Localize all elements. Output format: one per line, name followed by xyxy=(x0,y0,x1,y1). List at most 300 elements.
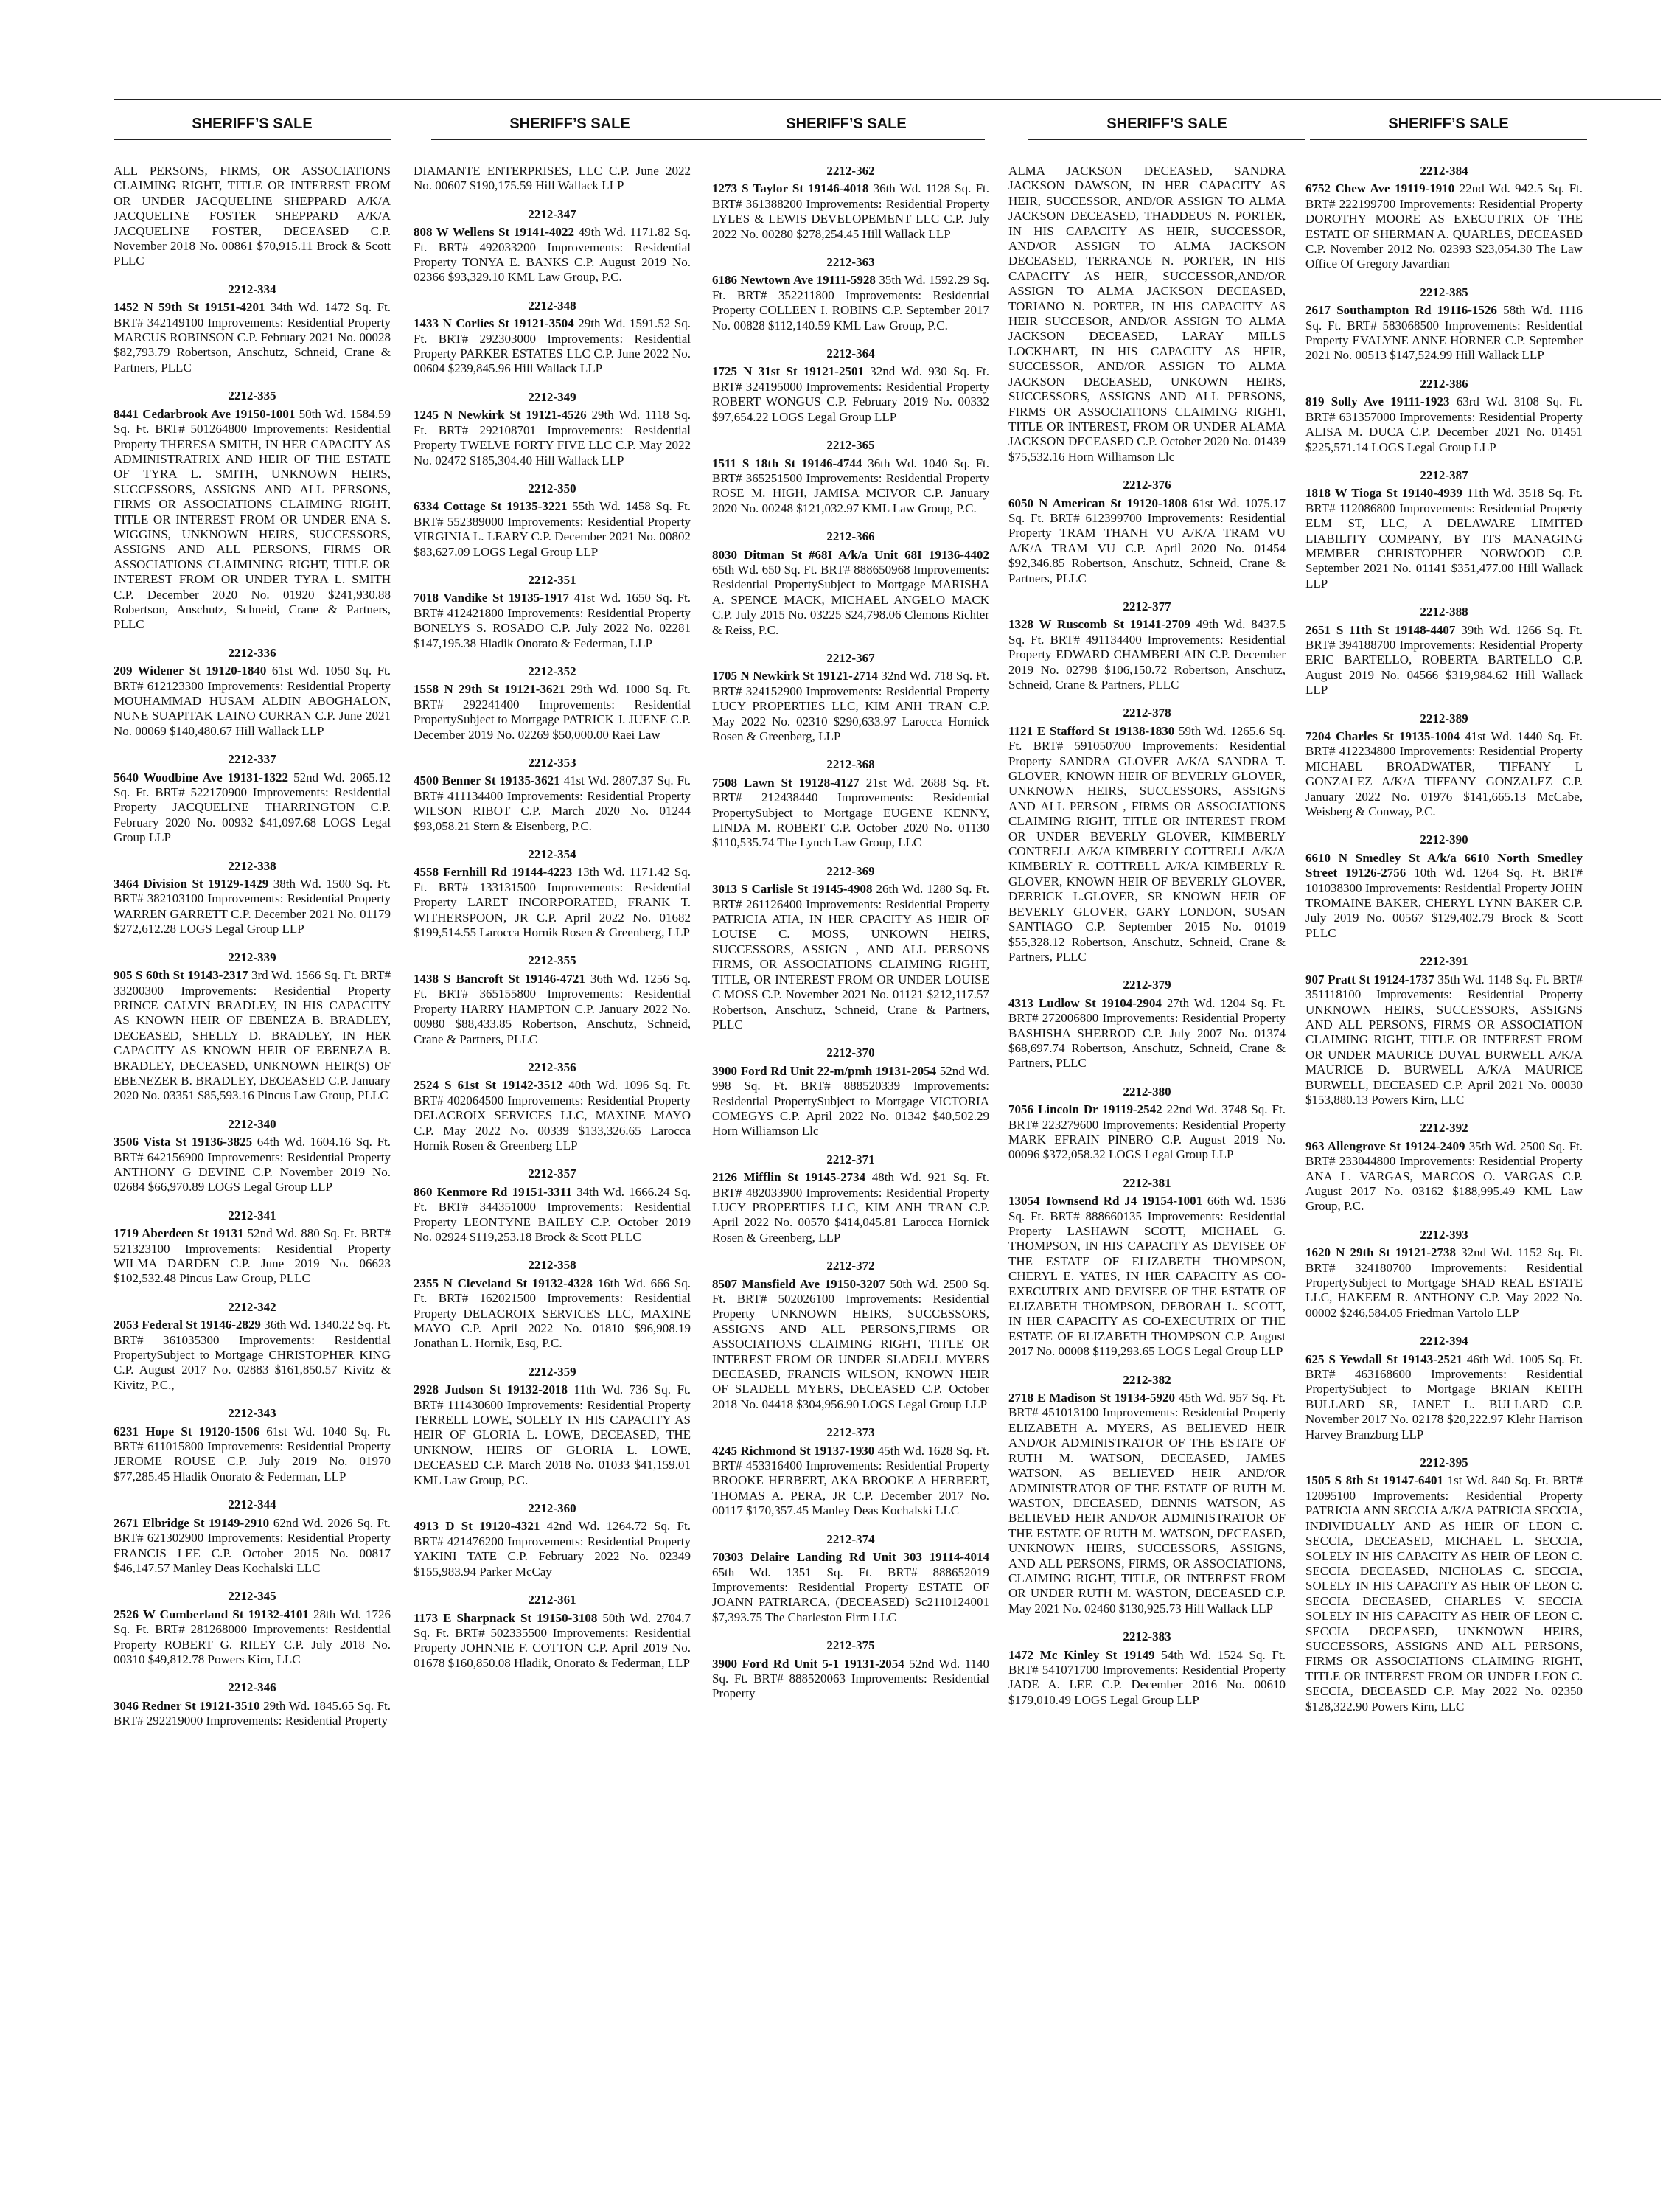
sale-listing xyxy=(712,1259,989,1412)
sale-number: 2212-383 xyxy=(1123,1630,1171,1644)
sale-listing xyxy=(712,1638,989,1702)
property-address: 860 Kenmore Rd 19151-3311 xyxy=(414,1184,572,1199)
property-address: 3900 Ford Rd Unit 22-m/pmh 19131-2054 xyxy=(712,1063,937,1078)
sale-listing xyxy=(1008,706,1286,964)
listing-text xyxy=(1305,486,1583,591)
listing-details: 41st Wd. 1440 Sq. Ft. BRT# 412234800 Improvements: Residential Property MICHAEL BROADWATER, TIFFANY L GONZALEZ A/K/A TIFFANY GONZALEZ C.P. January 2022 No. 01976 $141,665.13 McCabe, Weisberg & Conway, P.C. xyxy=(1305,729,1583,819)
listing-text xyxy=(414,408,691,468)
listing-text xyxy=(1305,303,1583,364)
sale-number: 2212-342 xyxy=(228,1299,276,1314)
sale-number: 2212-366 xyxy=(826,529,875,544)
sale-number: 2212-391 xyxy=(1420,954,1468,969)
property-address: 2355 N Cleveland St 19132-4328 xyxy=(414,1276,593,1290)
sale-listing xyxy=(114,389,391,633)
sale-listing xyxy=(712,255,989,333)
sale-number: 2212-351 xyxy=(528,572,576,587)
sale-listing xyxy=(114,950,391,1104)
listing-text xyxy=(114,1516,391,1576)
property-address: 7018 Vandike St 19135-1917 xyxy=(414,591,569,605)
listing-details: 27th Wd. 1204 Sq. Ft. BRT# 272006800 Improvements: Residential Property BASHISHA SHERROD C.P. July 2007 No. 01374 $68,697.74 Robertson, Anschutz, Schneid, Crane & Partners, PLLC xyxy=(1008,995,1286,1071)
sale-number: 2212-385 xyxy=(1420,285,1468,299)
listing-text xyxy=(712,1444,989,1519)
sale-listing xyxy=(712,1046,989,1138)
sale-number: 2212-363 xyxy=(826,255,875,270)
listing-text xyxy=(1305,1245,1583,1321)
sale-number: 2212-392 xyxy=(1420,1121,1468,1135)
sale-number: 2212-358 xyxy=(528,1258,576,1273)
column-header-bar xyxy=(114,109,1661,140)
property-address: 3900 Ford Rd Unit 5-1 19131-2054 xyxy=(712,1656,904,1671)
listing-text xyxy=(114,1607,391,1668)
listing-text xyxy=(414,1276,691,1352)
sale-listing xyxy=(1008,478,1286,586)
listing-text xyxy=(712,1064,989,1139)
sale-number: 2212-377 xyxy=(1123,599,1171,613)
sale-number: 2212-374 xyxy=(826,1531,875,1546)
property-address: 2524 S 61st St 19142-3512 xyxy=(414,1078,563,1093)
listing-text xyxy=(1008,496,1286,586)
listing-details: 50th Wd. 2704.7 Sq. Ft. BRT# 502335500 Improvements: Residential Property JOHNNIE F. COTTON C.P. April 2019 No. 01678 $160,850.08 Hladik, Onorato & Federman, LLP xyxy=(414,1610,691,1670)
listing-text xyxy=(414,1382,691,1488)
sale-listing xyxy=(414,1365,691,1488)
listing-text xyxy=(414,316,691,377)
sale-listing xyxy=(1305,712,1583,820)
listing-details: 36th Wd. 1128 Sq. Ft. BRT# 361388200 Improvements: Residential Property LYLES & LEWIS DEVELOPEMENT LLC C.P. July 2022 No. 00280 $278,254.45 Hill Wallack LLP xyxy=(712,181,989,241)
property-address: 8030 Ditman St #68I A/k/a Unit 68I 19136-4402 xyxy=(712,547,989,562)
sale-number: 2212-393 xyxy=(1420,1227,1468,1242)
listing-text xyxy=(1305,851,1583,941)
sale-listing xyxy=(712,529,989,638)
listing-text xyxy=(712,1550,989,1625)
listing-details: 36th Wd. 1256 Sq. Ft. BRT# 365155800 Improvements: Residential Property HARRY HAMPTON C.P. January 2022 No. 00980 $88,433.85 Robertson, Anschutz, Schneid, Crane & Partners, PLLC xyxy=(414,971,691,1046)
property-address: 808 W Wellens St 19141-4022 xyxy=(414,225,574,240)
listing-text xyxy=(114,877,391,937)
sale-number: 2212-343 xyxy=(228,1406,276,1421)
sale-listing xyxy=(712,164,989,242)
listing-text xyxy=(712,1170,989,1245)
listing-text xyxy=(414,773,691,834)
listing-text xyxy=(414,1611,691,1672)
sale-listing xyxy=(1305,605,1583,698)
sale-listing xyxy=(712,1532,989,1625)
listing-text xyxy=(414,682,691,742)
listing-text xyxy=(712,456,989,517)
listing-details: ALL PERSONS, FIRMS, OR ASSOCIATIONS CLAIMING RIGHT, TITLE OR INTEREST FROM OR UNDER JACQUELINE SHEPPARD A/K/A JACQUELINE FOSTER SHEPPARD A/K/A JACQUELINE FOSTER, DECEASED C.P. November 2018 No. 00861 $70,915.11 Brock & Scott PLLC xyxy=(114,164,391,268)
listing-details: 65th Wd. 1351 Sq. Ft. BRT# 888652019 Improvements: Residential Property ESTATE OF JOANN PATRIARCA, (DECEASED) Sc2110124001 $7,393.75 The Charleston Firm LLC xyxy=(712,1565,989,1624)
property-address: 4500 Benner St 19135-3621 xyxy=(414,773,560,788)
property-address: 1173 E Sharpnack St 19150-3108 xyxy=(414,1610,598,1625)
listing-details: 28th Wd. 1726 Sq. Ft. BRT# 281268000 Improvements: Residential Property ROBERT G. RILEY C.P. July 2018 No. 00310 $49,812.78 Powers Kirn, LLC xyxy=(114,1607,391,1666)
property-address: 209 Widener St 19120-1840 xyxy=(114,664,267,678)
listing-text xyxy=(414,865,691,940)
listing-text xyxy=(1008,996,1286,1071)
property-address: 1245 N Newkirk St 19121-4526 xyxy=(414,408,587,422)
sale-number: 2212-352 xyxy=(528,664,576,678)
listing-text xyxy=(1008,1391,1286,1616)
property-address: 1433 N Corlies St 19121-3504 xyxy=(414,316,574,331)
sale-number: 2212-386 xyxy=(1420,376,1468,391)
listing-details: 49th Wd. 8437.5 Sq. Ft. BRT# 491134400 Improvements: Residential Property EDWARD CHAMBERLAIN C.P. December 2019 No. 02798 $106,150.72 Robertson, Anschutz, Schneid, Crane & Partners, PLLC xyxy=(1008,617,1286,692)
sale-listing xyxy=(414,1501,691,1579)
sale-listing xyxy=(1008,978,1286,1071)
sale-listing xyxy=(114,1406,391,1484)
listing-details: 35th Wd. 2500 Sq. Ft. BRT# 233044800 Improvements: Residential Property ANA L. VARGAS, MARCOS O. VARGAS C.P. August 2017 No. 03162 $188,995.49 KML Law Group, P.C. xyxy=(1305,1138,1583,1214)
sale-number: 2212-336 xyxy=(228,645,276,660)
sale-listing xyxy=(114,1300,391,1393)
sale-number: 2212-353 xyxy=(528,756,576,770)
column-header: SHERIFF’S SALE xyxy=(708,109,985,140)
property-address: 6186 Newtown Ave 19111-5928 xyxy=(712,273,876,288)
listing-details: 26th Wd. 1280 Sq. Ft. BRT# 261126400 Improvements: Residential Property PATRICIA ATIA, IN HER CPACITY AS HEIR OF LOUISE C. MOSS, UNKOWN HEIRS, SUCCESSORS, ASSIGN , AND ALL PERSONS FIRMS, OR ASSOCIATIONS CLAIMING RIGHT, TITLE, OR INTEREST FROM OR UNDER LOUISE C MOSS C.P. November 2021 No. 01121 $212,117.57 Robertson, Anschutz, Schneid, Crane & Partners, PLLC xyxy=(712,882,989,1032)
listing-details: 11th Wd. 736 Sq. Ft. BRT# 111430600 Improvements: Residential Property TERRELL LOWE, SOLELY IN HIS CAPACITY AS HEIR OF GLORIA L. LOWE, DECEASED, THE UNKNOW, HEIRS OF GLORIA L. LOWE, DECEASED C.P. March 2018 No. 01033 $41,159.01 KML Law Group, P.C. xyxy=(414,1382,691,1487)
listing-text xyxy=(114,1425,391,1485)
listing-details: 39th Wd. 1266 Sq. Ft. BRT# 394188700 Improvements: Residential Property ERIC BARTELLO, ROBERTA BARTELLO C.P. August 2019 No. 04566 $319,984.62 Hill Wallack LLP xyxy=(1305,622,1583,698)
sale-number: 2212-367 xyxy=(826,650,875,665)
sale-listing xyxy=(1305,832,1583,941)
listing-details: 61st Wd. 1075.17 Sq. Ft. BRT# 612399700 Improvements: Residential Property TRAM THANH VU A/K/A TRAM VU A/K/A TRAM VU C.P. April 2020 No. 01454 $92,346.85 Robertson, Anschutz, Schneid, Crane & Partners, PLLC xyxy=(1008,495,1286,585)
sale-listing xyxy=(712,438,989,516)
property-address: 6610 N Smedley St A/k/a 6610 North Smedley Street 19126-2756 xyxy=(1305,850,1583,880)
property-address: 2651 S 11th St 19148-4407 xyxy=(1305,622,1456,637)
listing-text xyxy=(1008,1194,1286,1359)
sale-listing xyxy=(414,390,691,468)
sale-listing xyxy=(1008,1373,1286,1617)
property-address: 3464 Division St 19129-1429 xyxy=(114,877,269,891)
sale-number: 2212-371 xyxy=(826,1152,875,1166)
sale-number: 2212-369 xyxy=(826,863,875,878)
listing-text xyxy=(712,1657,989,1702)
sale-number: 2212-362 xyxy=(826,164,875,178)
property-address: 7204 Charles St 19135-1004 xyxy=(1305,729,1460,743)
sale-number: 2212-388 xyxy=(1420,605,1468,619)
sale-number: 2212-384 xyxy=(1420,164,1468,178)
sale-number: 2212-356 xyxy=(528,1060,576,1074)
column-header: SHERIFF’S SALE xyxy=(1028,109,1305,140)
sale-listing xyxy=(712,757,989,850)
sale-listing xyxy=(114,1589,391,1667)
property-address: 1328 W Ruscomb St 19141-2709 xyxy=(1008,617,1191,632)
property-address: 2126 Mifflin St 19145-2734 xyxy=(712,1170,866,1185)
sale-number: 2212-347 xyxy=(528,206,576,221)
property-address: 8441 Cedarbrook Ave 19150-1001 xyxy=(114,406,296,421)
listing-column xyxy=(1305,164,1583,2191)
property-address: 963 Allengrove St 19124-2409 xyxy=(1305,1138,1465,1153)
sale-listing xyxy=(712,1425,989,1518)
property-address: 1719 Aberdeen St 19131 xyxy=(114,1226,244,1241)
listing-details: 29th Wd. 1591.52 Sq. Ft. BRT# 292303000 Improvements: Residential Property PARKER ESTATES LLC C.P. June 2022 No. 00604 $239,845.96 Hill Wallack LLP xyxy=(414,316,691,376)
sale-number: 2212-350 xyxy=(528,481,576,495)
property-address: 1620 N 29th St 19121-2738 xyxy=(1305,1245,1457,1260)
sale-number: 2212-395 xyxy=(1420,1455,1468,1470)
property-address: 907 Pratt St 19124-1737 xyxy=(1305,972,1434,987)
listing-details: 41st Wd. 1650 Sq. Ft. BRT# 412421800 Improvements: Residential Property BONELYS S. ROSADO C.P. July 2022 No. 02281 $147,195.38 Hladik Onorato & Federman, LLP xyxy=(414,591,691,650)
sale-listing xyxy=(414,481,691,560)
property-address: 1511 S 18th St 19146-4744 xyxy=(712,456,862,470)
property-address: 1505 S 8th St 19147-6401 xyxy=(1305,1473,1443,1488)
sale-number: 2212-349 xyxy=(528,389,576,404)
listing-details: DIAMANTE ENTERPRISES, LLC C.P. June 2022 No. 00607 $190,175.59 Hill Wallack LLP xyxy=(414,164,691,193)
sale-listing xyxy=(1305,1121,1583,1214)
listing-text xyxy=(1305,394,1583,455)
listing-details: 58th Wd. 1116 Sq. Ft. BRT# 583068500 Improvements: Residential Property EVALYNE ANNE HORNER C.P. September 2021 No. 00513 $147,524.99 Hill Wallack LLP xyxy=(1305,303,1583,363)
sale-listing xyxy=(414,1258,691,1351)
listing-details: 34th Wd. 1666.24 Sq. Ft. BRT# 344351000 Improvements: Residential Property LEONTYNE BAILEY C.P. October 2019 No. 02924 $119,253.18 Brock & Scott PLLC xyxy=(414,1184,691,1244)
listing-details: 65th Wd. 650 Sq. Ft. BRT# 888650968 Improvements: Residential PropertySubject to Mortgage MARISHA A. SPENCE MACK, MICHAEL ANGELO MACK C.P. July 2015 No. 03225 $24,798.06 Clemons Richter & Reiss, P.C. xyxy=(712,562,989,637)
property-address: 1452 N 59th St 19151-4201 xyxy=(114,300,265,315)
property-address: 1121 E Stafford St 19138-1830 xyxy=(1008,723,1175,738)
property-address: 4913 D St 19120-4321 xyxy=(414,1519,540,1534)
sale-number: 2212-376 xyxy=(1123,478,1171,493)
listing-details: 38th Wd. 1500 Sq. Ft. BRT# 382103100 Improvements: Residential Property WARREN GARRETT C.P. December 2021 No. 01179 $272,612.28 LOGS Legal Group LLP xyxy=(114,877,391,936)
sale-listing xyxy=(414,573,691,651)
sale-number: 2212-339 xyxy=(228,950,276,964)
sale-listing xyxy=(1305,285,1583,364)
sale-number: 2212-373 xyxy=(826,1425,875,1440)
listing-details: 3rd Wd. 1566 Sq. Ft. BRT# 33200300 Improvements: Residential Property PRINCE CALVIN BRADLEY, IN HIS CAPACITY AS KNOWN HEIR OF EBENEZA B. BRADLEY, DECEASED, SHELLY D. BRADLEY, IN HER CAPACITY AS KNOWN HEIR OF EBENEZA B. BRADLEY, DECEASED, UNKNOWN HEIR(S) OF EBENEZER B. BRADLEY, DECEASED C.P. January 2020 No. 03351 $85,593.16 Pincus Law Group, PLLC xyxy=(114,968,391,1103)
sale-listing xyxy=(414,1060,691,1153)
listing-details: 61st Wd. 1040 Sq. Ft. BRT# 611015800 Improvements: Residential Property JEROME ROUSE C.P. July 2019 No. 01970 $77,285.45 Hladik Onorato & Federman, LLP xyxy=(114,1424,391,1484)
property-address: 3046 Redner St 19121-3510 xyxy=(114,1698,260,1713)
top-rule xyxy=(114,99,1661,100)
listing-details: 50th Wd. 2500 Sq. Ft. BRT# 502026100 Improvements: Residential Property UNKNOWN HEIRS, SUCCESSORS, ASSIGNS AND ALL PERSONS,FIRMS OR ASSOCIATIONS CLAIMING RIGHT, TITLE OR INTEREST FROM OR UNDER SLADELL MYERS DECEASED, FRANCIS WILSON, KNOWN HEIR OF SLADELL MYERS, DECEASED C.P. October 2018 No. 04418 $304,956.90 LOGS Legal Group LLP xyxy=(712,1276,989,1411)
sale-listing xyxy=(414,953,691,1046)
listing-text xyxy=(114,968,391,1104)
listing-text xyxy=(712,364,989,425)
listing-details: 61st Wd. 1050 Sq. Ft. BRT# 612123300 Improvements: Residential Property MOUHAMMAD HUSAM ALDIN ABOGHALON, NUNE SUAPITAK LAINO CURRAN C.P. June 2021 No. 00069 $140,480.67 Hill Wallack LLP xyxy=(114,664,391,738)
listing-details: 29th Wd. 1845.65 Sq. Ft. BRT# 292219000 Improvements: Residential Property xyxy=(114,1698,391,1728)
property-address: 905 S 60th St 19143-2317 xyxy=(114,968,248,983)
listing-details: 10th Wd. 1264 Sq. Ft. BRT# 101038300 Improvements: Residential Property JOHN TROMAINE BAKER, CHERYL LYNN BAKER C.P. July 2019 No. 00567 $129,402.79 Brock & Scott PLLC xyxy=(1305,866,1583,940)
listing-text xyxy=(114,300,391,375)
sale-listing xyxy=(1305,954,1583,1107)
sale-listing xyxy=(712,347,989,425)
listing-text xyxy=(114,164,391,269)
sale-number: 2212-355 xyxy=(528,953,576,968)
sale-number: 2212-381 xyxy=(1123,1175,1171,1190)
listing-text xyxy=(712,181,989,242)
listing-details: 54th Wd. 1524 Sq. Ft. BRT# 541071700 Improvements: Residential Property JADE A. LEE C.P. December 2016 No. 00610 $179,010.49 LOGS Legal Group LLP xyxy=(1008,1647,1286,1707)
property-address: 1472 Mc Kinley St 19149 xyxy=(1008,1647,1155,1662)
property-address: 1558 N 29th St 19121-3621 xyxy=(414,682,565,697)
property-address: 7056 Lincoln Dr 19119-2542 xyxy=(1008,1102,1162,1117)
sale-listing xyxy=(114,752,391,845)
listing-text xyxy=(712,669,989,744)
sale-listing xyxy=(114,859,391,937)
property-address: 6752 Chew Ave 19119-1910 xyxy=(1305,181,1455,196)
property-address: 2671 Elbridge St 19149-2910 xyxy=(114,1515,270,1530)
property-address: 819 Solly Ave 19111-1923 xyxy=(1305,394,1450,409)
sale-listing xyxy=(1008,164,1286,465)
sale-number: 2212-337 xyxy=(228,752,276,767)
listing-text xyxy=(114,771,391,846)
sale-listing xyxy=(114,164,391,269)
listing-text xyxy=(114,407,391,633)
sale-number: 2212-340 xyxy=(228,1116,276,1131)
sale-listing xyxy=(114,1208,391,1287)
sale-number: 2212-368 xyxy=(826,757,875,772)
listing-details: 16th Wd. 666 Sq. Ft. BRT# 162021500 Improvements: Residential Property DELACROIX SERVICES LLC, MAXINE MAYO C.P. April 2022 No. 01810 $96,908.19 Jonathan L. Hornik, Esq, P.C. xyxy=(414,1276,691,1351)
listing-details: 52nd Wd. 2065.12 Sq. Ft. BRT# 522170900 Improvements: Residential Property JACQUELINE THARRINGTON C.P. February 2020 No. 00932 $41,097.68 LOGS Legal Group LLP xyxy=(114,770,391,845)
sale-number: 2212-387 xyxy=(1420,467,1468,482)
property-address: 4558 Fernhill Rd 19144-4223 xyxy=(414,865,573,880)
listing-text xyxy=(114,1318,391,1393)
listing-text xyxy=(1305,729,1583,819)
property-address: 6050 N American St 19120-1808 xyxy=(1008,495,1188,510)
listing-text xyxy=(1008,1102,1286,1163)
listing-details: 63rd Wd. 3108 Sq. Ft. BRT# 631357000 Improvements: Residential Property ALISA M. DUCA C.P. December 2021 No. 01451 $225,571.14 LOGS Legal Group LLP xyxy=(1305,394,1583,454)
sale-number: 2212-390 xyxy=(1420,832,1468,847)
listing-details: 64th Wd. 1604.16 Sq. Ft. BRT# 642156900 Improvements: Residential Property ANTHONY G DEVINE C.P. November 2019 No. 02684 $66,970.89 LOGS Legal Group LLP xyxy=(114,1135,391,1194)
listing-details: 34th Wd. 1472 Sq. Ft. BRT# 342149100 Improvements: Residential Property MARCUS ROBINSON C.P. February 2021 No. 00028 $82,793.79 Robertson, Anschutz, Schneid, Crane & Partners, PLLC xyxy=(114,300,391,375)
sale-listing xyxy=(1305,164,1583,272)
sale-listing xyxy=(1008,1176,1286,1360)
listing-text xyxy=(114,1226,391,1287)
listing-details: 50th Wd. 1584.59 Sq. Ft. BRT# 501264800 Improvements: Residential Property THERESA SMITH, IN HER CAPACITY AS ADMINISTRATRIX AND HEIR OF THE ESTATE OF TYRA L. SMITH, UNKNOWN HEIRS, SUCCESSORS, ASSIGNS AND ALL PERSONS, FIRMS OR ASSOCIATIONS CLAIMING RIGHT, TITLE OR INTEREST FROM OR UNDER ENA S. WIGGINS, UNKNOWN HEIRS, SUCCESSORS, ASSIGNS AND ALL PERSONS, FIRMS OR ASSOCIATIONS CLAIMINING RIGHT, TITLE OR INTEREST FROM OR UNDER TYRA L. SMITH C.P. December 2020 No. 01920 $241,930.88 Robertson, Anschutz, Schneid, Crane & Partners, PLLC xyxy=(114,406,391,632)
listing-text xyxy=(712,1277,989,1413)
sale-listing xyxy=(414,664,691,742)
property-address: 8507 Mansfield Ave 19150-3207 xyxy=(712,1276,885,1291)
listing-details: 36th Wd. 1340.22 Sq. Ft. BRT# 361035300 Improvements: Residential PropertySubject to Mortgage CHRISTOPHER KING C.P. August 2017 No. 02883 $161,850.57 Kivitz & Kivitz, P.C., xyxy=(114,1318,391,1392)
listing-text xyxy=(712,776,989,851)
sale-listing xyxy=(114,646,391,739)
sale-number: 2212-380 xyxy=(1123,1084,1171,1099)
listing-details: 46th Wd. 1005 Sq. Ft. BRT# 463168600 Improvements: Residential PropertySubject to Mortgage BRIAN KEITH BULLARD SR, JANET L. BULLARD C.P. November 2017 No. 02178 $20,222.97 Klehr Harrison Harvey Branzburg LLP xyxy=(1305,1352,1583,1441)
sale-listing xyxy=(1305,1334,1583,1442)
listing-details: 29th Wd. 1118 Sq. Ft. BRT# 292108701 Improvements: Residential Property TWELVE FORTY FIVE LLC C.P. May 2022 No. 02472 $185,304.40 Hill Wallack LLP xyxy=(414,408,691,467)
sale-number: 2212-346 xyxy=(228,1680,276,1695)
sale-listing xyxy=(114,282,391,375)
listing-details: 48th Wd. 921 Sq. Ft. BRT# 482033900 Improvements: Residential Property LUCY PROPERTIES LLC, KIM ANH TRAN C.P. April 2022 No. 00570 $414,045.81 Larocca Hornick Rosen & Greenberg, LLP xyxy=(712,1170,989,1245)
sale-listing xyxy=(414,299,691,377)
listing-text xyxy=(1305,623,1583,698)
listing-details: 45th Wd. 957 Sq. Ft. BRT# 451013100 Improvements: Residential Property ELIZABETH A. MYERS, AS BELIEVED HEIR AND/OR ADMINISTRATOR OF THE ESTATE OF RUTH M. WATSON, DECEASED, JAMES WATSON, AS BELIEVED HEIR AND/OR ADMINISTRATOR OF THE ESTATE OF RUTH M. WASTON, DECEASED, DENNIS WATSON, AS BELIEVED HEIR AND/OR ADMINISTRATOR OF THE ESTATE OF RUTH M. WATSON, DECEASED, UNKNOWN HEIRS, SUCCESSORS, ASSIGNS, AND ALL PERSONS, FIRMS, OR ASSOCIATIONS, CLAIMING RIGHT, TITLE, OR INTEREST FROM OR UNDER RUTH M. WASTON, DECEASED C.P. May 2021 No. 02460 $130,925.73 Hill Wallack LLP xyxy=(1008,1391,1286,1615)
sale-number: 2212-341 xyxy=(228,1208,276,1222)
property-address: 13054 Townsend Rd J4 19154-1001 xyxy=(1008,1194,1203,1208)
sale-number: 2212-375 xyxy=(826,1638,875,1653)
listing-text xyxy=(1008,724,1286,965)
listing-details: 42nd Wd. 1264.72 Sq. Ft. BRT# 421476200 Improvements: Residential Property YAKINI TATE C.P. February 2022 No. 02349 $155,983.94 Parker McCay xyxy=(414,1519,691,1579)
sale-number: 2212-345 xyxy=(228,1589,276,1604)
sale-listing xyxy=(1008,599,1286,692)
property-address: 1438 S Bancroft St 19146-4721 xyxy=(414,971,585,986)
property-address: 2928 Judson St 19132-2018 xyxy=(414,1382,568,1397)
property-address: 2718 E Madison St 19134-5920 xyxy=(1008,1391,1176,1405)
sale-number: 2212-344 xyxy=(228,1498,276,1512)
listing-details: 66th Wd. 1536 Sq. Ft. BRT# 888660135 Improvements: Residential Property LASHAWN SCOTT, MICHAEL G. THOMPSON, IN HIS CAPACITY AS DEVISEE OF THE ESTATE OF ELIZABETH THOMPSON, CHERYL E. YATES, IN HER CAPACITY AS CO-EXECUTRIX AND DEVISEE OF THE ESTATE OF ELIZABETH THOMPSON, DEBORAH L. SCOTT, IN HER CAPACITY AS CO-EXECUTRIX OF THE ESTATE OF ELIZABETH THOMPSON C.P. August 2017 No. 00008 $119,293.65 LOGS Legal Group LLP xyxy=(1008,1194,1286,1359)
listing-text xyxy=(1008,1648,1286,1708)
listing-details: 21st Wd. 2688 Sq. Ft. BRT# 212438440 Improvements: Residential PropertySubject to Mortgage EUGENE KENNY, LINDA M. ROBERT C.P. October 2020 No. 01130 $110,535.74 The Lynch Law Group, LLC xyxy=(712,775,989,850)
listing-text xyxy=(712,273,989,333)
listing-details: ALMA JACKSON DECEASED, SANDRA JACKSON DAWSON, IN HER CAPACITY AS HEIR, SUCCESSOR, AND/OR ASSIGN TO ALMA JACKSON DECEASED, THADDEUS N. PORTER, IN HIS CAPACITY AS HEIR, SUCCESSOR, AND/OR ASSIGN TO ALMA JACKSON DECEASED, TERRANCE N. PORTER, IN HIS CAPACITY AS HEIR, SUCCESSOR,AND/OR ASSIGN TO ALMA JACKSON DECEASED, TORIANO N. PORTER, IN HIS CAPACITY AS HEIR SUCCESOR, AND/OR ASSIGN TO ALMA JACKSON DECEASED, LARAY MILLS LOCKHART, IN HIS CAPACITY AS HEIR, SUCCESSOR, AND/OR ASSIGN TO ALMA JACKSON DECEASED, UNKOWN HEIRS, SUCCESSORS, ASSIGNS AND ALL PERSONS, FIRMS OR ASSOCIATIONS CLAIMING RIGHT, TITLE OR INTEREST, FROM OR UNDER ALAMA JACKSON DECEASED C.P. October 2020 No. 01439 $75,532.16 Horn Williamson Llc xyxy=(1008,164,1286,464)
listing-details: 35th Wd. 1592.29 Sq. Ft. BRT# 352211800 Improvements: Residential Property COLLEEN I. ROBINS C.P. September 2017 No. 00828 $112,140.59 KML Law Group, P.C. xyxy=(712,273,989,333)
listing-text xyxy=(114,1135,391,1195)
listing-details: 59th Wd. 1265.6 Sq. Ft. BRT# 591050700 Improvements: Residential Property SANDRA GLOVER A/K/A SANDRA T. GLOVER, KNOWN HEIR OF BEVERLY GLOVER, UNKNOWN HEIRS, SUCCESSORS, ASSIGNS AND ALL PERSON , FIRMS OR ASSOCIATIONS CLAIMING RIGHT, TITLE OR INTEREST FROM OR UNDER BEVERLY GLOVER, KIMBERLY CONTRELL A/K/A KIMBERLY COTTRELL A/K/A KIMBERLY R. COTTRELL A/K/A KIMBERLY R. GLOVER, KNOWN HEIR OF BEVERLY GLOVER, DERRICK L.GLOVER, SR KNOWN HEIR OF BEVERLY GLOVER, GARY LONDON, SUSAN SANTIAGO C.P. September 2015 No. 01019 $55,328.12 Robertson, Anschutz, Schneid, Crane & Partners, PLLC xyxy=(1008,723,1286,964)
listing-text xyxy=(114,1699,391,1729)
sale-listing xyxy=(414,1593,691,1671)
property-address: 3013 S Carlisle St 19145-4908 xyxy=(712,882,873,897)
listing-details: 29th Wd. 1000 Sq. Ft. BRT# 292241400 Improvements: Residential PropertySubject to Mortgage PATRICK J. JUENE C.P. December 2019 No. 02269 $50,000.00 Raei Law xyxy=(414,682,691,742)
listing-column xyxy=(712,164,989,2191)
sale-number: 2212-382 xyxy=(1123,1372,1171,1387)
property-address: 70303 Delaire Landing Rd Unit 303 19114-4014 xyxy=(712,1550,989,1565)
sale-number: 2212-389 xyxy=(1420,711,1468,726)
listing-text xyxy=(1305,181,1583,271)
listing-details: 22nd Wd. 3748 Sq. Ft. BRT# 223279600 Improvements: Residential Property MARK EFRAIN PINERO C.P. August 2019 No. 00096 $372,058.32 LOGS Legal Group LLP xyxy=(1008,1102,1286,1162)
sale-listing xyxy=(1305,468,1583,591)
sale-number: 2212-394 xyxy=(1420,1334,1468,1349)
column-header: SHERIFF’S SALE xyxy=(431,109,708,140)
listing-details: 52nd Wd. 880 Sq. Ft. BRT# 521323100 Improvements: Residential Property WILMA DARDEN C.P. June 2019 No. 06623 $102,532.48 Pincus Law Group, PLLC xyxy=(114,1226,391,1286)
property-address: 5640 Woodbine Ave 19131-1322 xyxy=(114,770,288,785)
sale-listing xyxy=(114,1117,391,1195)
listing-details: 49th Wd. 1171.82 Sq. Ft. BRT# 492033200 Improvements: Residential Property TONYA E. BANKS C.P. August 2019 No. 02366 $93,329.10 KML Law Group, P.C. xyxy=(414,225,691,285)
sale-listing xyxy=(414,164,691,194)
listing-column xyxy=(114,164,391,2191)
listing-text xyxy=(1305,1473,1583,1714)
property-address: 1818 W Tioga St 19140-4939 xyxy=(1305,486,1462,501)
sale-listing xyxy=(414,1166,691,1245)
listing-details: 55th Wd. 1458 Sq. Ft. BRT# 552389000 Improvements: Residential Property VIRGINIA L. LEARY C.P. December 2021 No. 00802 $83,627.09 LOGS Legal Group LLP xyxy=(414,499,691,559)
sale-listing xyxy=(712,1152,989,1245)
listing-text xyxy=(414,591,691,651)
sale-number: 2212-361 xyxy=(528,1593,576,1607)
listing-text xyxy=(414,499,691,560)
listing-details: 32nd Wd. 930 Sq. Ft. BRT# 324195000 Improvements: Residential Property ROBERT WONGUS C.P. February 2019 No. 00332 $97,654.22 LOGS Legal Group LLP xyxy=(712,364,989,424)
property-address: 6334 Cottage St 19135-3221 xyxy=(414,499,568,514)
property-address: 1705 N Newkirk St 19121-2714 xyxy=(712,669,878,684)
sale-number: 2212-354 xyxy=(528,847,576,862)
listing-text xyxy=(1008,617,1286,692)
listing-column xyxy=(414,164,691,2191)
sale-listing xyxy=(712,651,989,744)
property-address: 2053 Federal St 19146-2829 xyxy=(114,1318,261,1332)
listing-details: 45th Wd. 1628 Sq. Ft. BRT# 453316400 Improvements: Residential Property BROOKE HERBERT, AKA BROOKE A HERBERT, THOMAS A. PERA, JR C.P. December 2017 No. 00117 $170,357.45 Manley Deas Kochalski LLC xyxy=(712,1443,989,1518)
listing-details: 41st Wd. 2807.37 Sq. Ft. BRT# 411134400 Improvements: Residential Property WILSON RIBOT C.P. March 2020 No. 01244 $93,058.21 Stern & Eisenberg, P.C. xyxy=(414,773,691,833)
sale-listing xyxy=(1008,1630,1286,1708)
sale-listing xyxy=(1305,1455,1583,1714)
listing-text xyxy=(1305,973,1583,1108)
sale-number: 2212-357 xyxy=(528,1166,576,1181)
sale-number: 2212-335 xyxy=(228,389,276,403)
listing-text xyxy=(414,164,691,194)
sale-listing xyxy=(414,756,691,834)
listing-details: 11th Wd. 3518 Sq. Ft. BRT# 112086800 Improvements: Residential Property ELM ST, LLC, A DELAWARE LIMITED LIABILITY COMPANY, BY ITS MANAGING MEMBER CHRISTOPHER NORWOOD C.P. September 2021 No. 01141 $351,477.00 Hill Wallack LLP xyxy=(1305,486,1583,591)
property-address: 625 S Yewdall St 19143-2521 xyxy=(1305,1352,1462,1366)
listing-column xyxy=(1008,164,1286,2191)
listing-details: 52nd Wd. 1140 Sq. Ft. BRT# 888520063 Improvements: Residential Property xyxy=(712,1656,989,1701)
listing-text xyxy=(1305,1352,1583,1442)
listing-details: 35th Wd. 1148 Sq. Ft. BRT# 351118100 Improvements: Residential Property UNKNOWN HEIRS, SUCCESSORS, ASSIGNS AND ALL PERSONS, FIRMS OR ASSOCIATION CLAIMING RIGHT, TITLE OR INTEREST FROM OR UNDER MAURICE DUVAL BURWELL A/K/A MAURICE D. BURWELL A/K/A MAURICE BURWELL, DECEASED C.P. April 2021 No. 00030 $153,880.13 Powers Kirn, LLC xyxy=(1305,972,1583,1107)
listing-text xyxy=(414,1078,691,1153)
listing-text xyxy=(414,1185,691,1245)
property-address: 3506 Vista St 19136-3825 xyxy=(114,1135,253,1150)
sale-listing xyxy=(114,1680,391,1728)
listing-details: 36th Wd. 1040 Sq. Ft. BRT# 365251500 Improvements: Residential Property ROSE M. HIGH, JAMISA MCIVOR C.P. January 2020 No. 00248 $121,032.97 KML Law Group, P.C. xyxy=(712,456,989,515)
property-address: 1725 N 31st St 19121-2501 xyxy=(712,364,864,379)
sale-number: 2212-379 xyxy=(1123,978,1171,992)
sale-listing xyxy=(414,207,691,285)
sale-number: 2212-378 xyxy=(1123,706,1171,720)
sale-listing xyxy=(1305,377,1583,455)
sale-number: 2212-338 xyxy=(228,858,276,873)
sale-listing xyxy=(1008,1085,1286,1163)
property-address: 4245 Richmond St 19137-1930 xyxy=(712,1443,875,1458)
listing-details: 32nd Wd. 718 Sq. Ft. BRT# 324152900 Improvements: Residential Property LUCY PROPERTIES LLC, KIM ANH TRAN C.P. May 2022 No. 02310 $290,633.97 Larocca Hornick Rosen & Greenberg, LLP xyxy=(712,669,989,743)
listing-details: 1st Wd. 840 Sq. Ft. BRT# 12095100 Improvements: Residential Property PATRICIA ANN SECCIA A/K/A PATRICIA SECCIA, INDIVIDUALLY AND AS HEIR OF LEON C. SECCIA, DECEASED, MICHAEL L. SECCIA, SOLELY IN HIS CAPACITY AS HEIR OF LEON C. SECCIA DECEASED, NICHOLAS C. SECCIA, SOLELY IN HIS CAPACITY AS HEIR OF LEON C. SECCIA DECEASED, CHARLES V. SECCIA SOLELY IN HIS CAPACITY AS HEIR OF LEON C. SECCIA DECEASED, UNKNOWN HEIRS, SUCCESSORS, ASSIGNS AND ALL PERSONS, FIRMS OR ASSOCIATIONS CLAIMING RIGHT, TITLE OR INTEREST FROM OR UNDER LEON C. SECCIA, DECEASED C.P. May 2022 No. 02350 $128,322.90 Powers Kirn, LLC xyxy=(1305,1473,1583,1714)
listing-details: 62nd Wd. 2026 Sq. Ft. BRT# 621302900 Improvements: Residential Property FRANCIS LEE C.P. October 2015 No. 00817 $46,147.57 Manley Deas Kochalski LLC xyxy=(114,1515,391,1575)
property-address: 6231 Hope St 19120-1506 xyxy=(114,1424,259,1439)
listing-text xyxy=(712,882,989,1032)
